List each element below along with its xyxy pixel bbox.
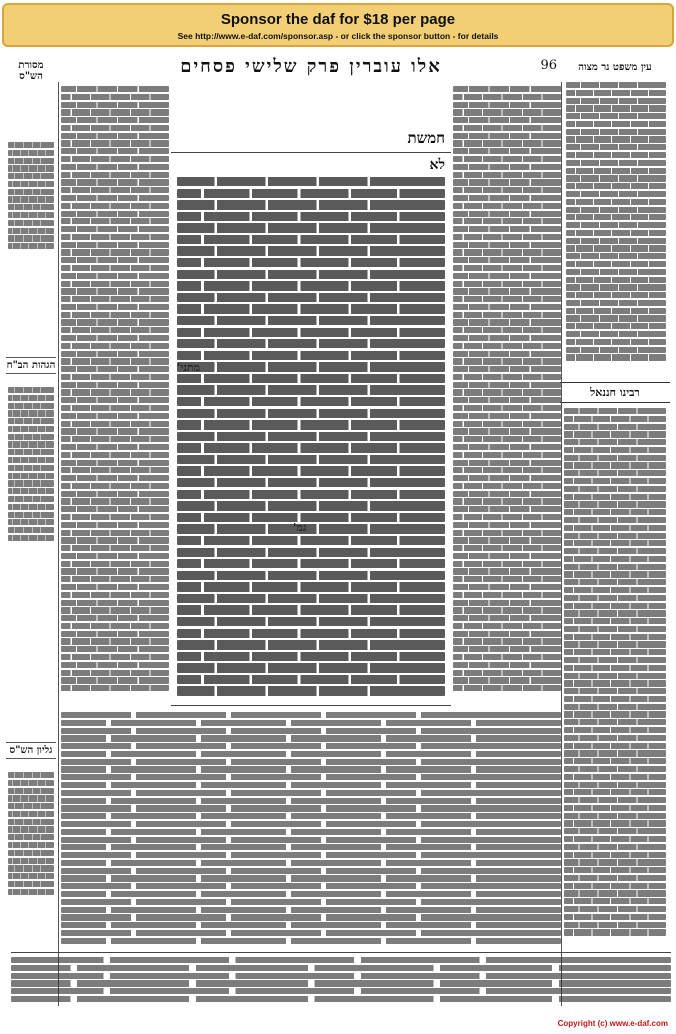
hagahot-title: הגהות הב"ח xyxy=(6,357,56,374)
rashi-commentary xyxy=(453,86,561,706)
ein-mishpat-title: עין משפט נר מצוה xyxy=(578,62,652,73)
main-text-area xyxy=(61,52,561,1016)
page-header xyxy=(61,56,561,80)
gemara-second-word: לא xyxy=(429,157,445,173)
mesoret-hashas-column xyxy=(6,52,56,1016)
rabbeinu-chananel-title: רבינו חננאל xyxy=(560,382,670,403)
mesoret-hashas-title: מסורת הש"ס xyxy=(18,60,44,82)
rabbeinu-chananel-section xyxy=(560,382,670,403)
chapter-title: אלו עוברין פרק שלישי פסחים xyxy=(180,56,442,77)
gilyon-hashas-section xyxy=(6,742,56,759)
sponsor-title: Sponsor the daf for $18 per page xyxy=(220,11,456,28)
copyright-notice[interactable]: Copyright (c) www.e-daf.com xyxy=(557,1019,668,1028)
gemara-text-block xyxy=(171,129,451,706)
sponsor-link-text[interactable]: See http://www.e-daf.com/sponsor.asp - or click the sponsor button - for details xyxy=(177,31,499,41)
hagahot-section xyxy=(6,357,56,374)
page-number: 96 xyxy=(540,58,557,73)
rabbeinu-chananel-text xyxy=(564,408,666,948)
lower-commentary xyxy=(61,712,561,947)
left-divider xyxy=(58,82,59,1006)
footer-notes xyxy=(11,952,671,1010)
mesoret-hashas-text xyxy=(8,142,54,342)
talmud-page xyxy=(6,52,670,1016)
tosafot-commentary xyxy=(61,86,169,706)
gilyon-hashas-title: גליון הש"ס xyxy=(6,742,56,759)
sponsor-banner[interactable] xyxy=(2,3,674,47)
gemara-text xyxy=(177,177,445,701)
right-divider xyxy=(561,82,562,1006)
ein-mishpat-text xyxy=(566,82,666,372)
gilyon-hashas-text xyxy=(8,772,54,932)
hagahot-text xyxy=(8,387,54,727)
gemara-opening-word: חמשת xyxy=(407,129,445,147)
ein-mishpat-column xyxy=(560,52,670,1016)
